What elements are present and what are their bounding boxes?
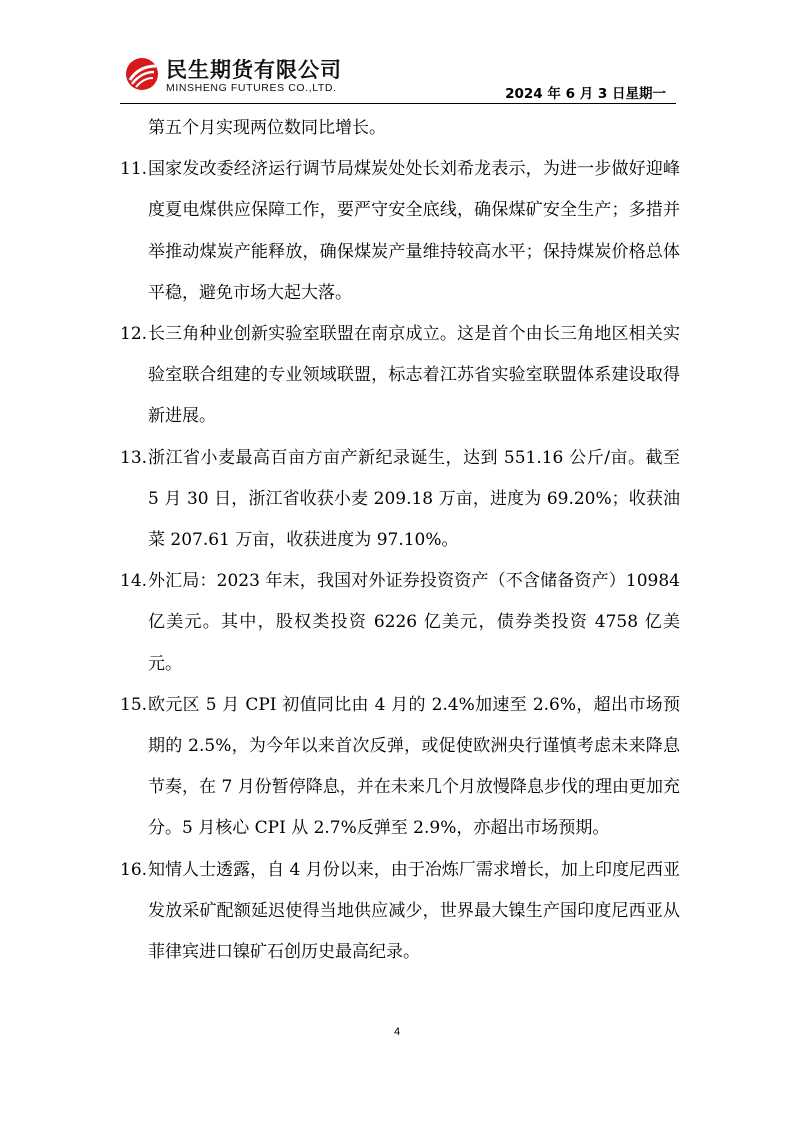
item-number: 11. [120, 159, 148, 180]
company-name-cn: 民生期货有限公司 [166, 58, 342, 82]
news-item-13 [120, 438, 680, 562]
company-name-en: MINSHENG FUTURES CO.,LTD. [166, 82, 337, 94]
news-item-16 [120, 850, 680, 974]
item-number: 16. [120, 859, 148, 880]
item-number: 14. [120, 571, 148, 592]
page-header [120, 52, 676, 104]
minsheng-logo-icon [124, 56, 160, 92]
company-logo [120, 52, 380, 100]
header-divider [120, 103, 676, 104]
item-text: 国家发改委经济运行调节局煤炭处处长刘希龙表示，为进一步做好迎峰度夏电煤供应保障工作，要严守安全底线，确保煤矿安全生产；多措并举推动煤炭产能释放，确保煤炭产量维持较高水平；保持煤炭价格总体平稳，避免市场大起大落。 [148, 159, 680, 303]
item-text: 欧元区 5 月 CPI 初值同比由 4 月的 2.4%加速至 2.6%，超出市场预期的 2.5%，为今年以来首次反弹，或促使欧洲央行谨慎考虑未来降息节奏，在 7 月份暂停降息，并在未来几个月放慢降息步伐的理由更加充分。5 月核心 CPI 从 2.7%反弹至 2.9%，亦超出市场预期。 [148, 694, 680, 839]
item-text: 外汇局：2023 年末，我国对外证券投资资产（不含储备资产）10984 亿美元。其中，股权类投资 6226 亿美元，债券类投资 4758 亿美元。 [148, 571, 680, 674]
report-date: 2024 年 6 月 3 日星期一 [505, 86, 666, 102]
item-number: 12. [120, 324, 148, 345]
item-text: 浙江省小麦最高百亩方亩产新纪录诞生，达到 551.16 公斤/亩。截至 5 月 30 日，浙江省收获小麦 209.18 万亩，进度为 69.20%；收获油菜 207.61 万亩，收获进度为 97.10%。 [148, 447, 680, 551]
page-number: 4 [393, 1026, 401, 1038]
item-text: 知情人士透露，自 4 月份以来，由于冶炼厂需求增长，加上印度尼西亚发放采矿配额延迟使得当地供应减少，世界最大镍生产国印度尼西亚从菲律宾进口镍矿石创历史最高纪录。 [148, 859, 680, 963]
item-text: 长三角种业创新实验室联盟在南京成立。这是首个由长三角地区相关实验室联合组建的专业领域联盟，标志着江苏省实验室联盟体系建设取得新进展。 [148, 324, 680, 427]
news-item-14 [120, 561, 680, 685]
item-number: 13. [120, 447, 148, 468]
continuation-text: 第五个月实现两位数同比增长。 [148, 118, 386, 138]
item-number: 15. [120, 694, 148, 715]
news-item-12 [120, 314, 680, 438]
news-list [120, 108, 680, 973]
news-item-11 [120, 149, 680, 314]
news-item-15 [120, 685, 680, 850]
